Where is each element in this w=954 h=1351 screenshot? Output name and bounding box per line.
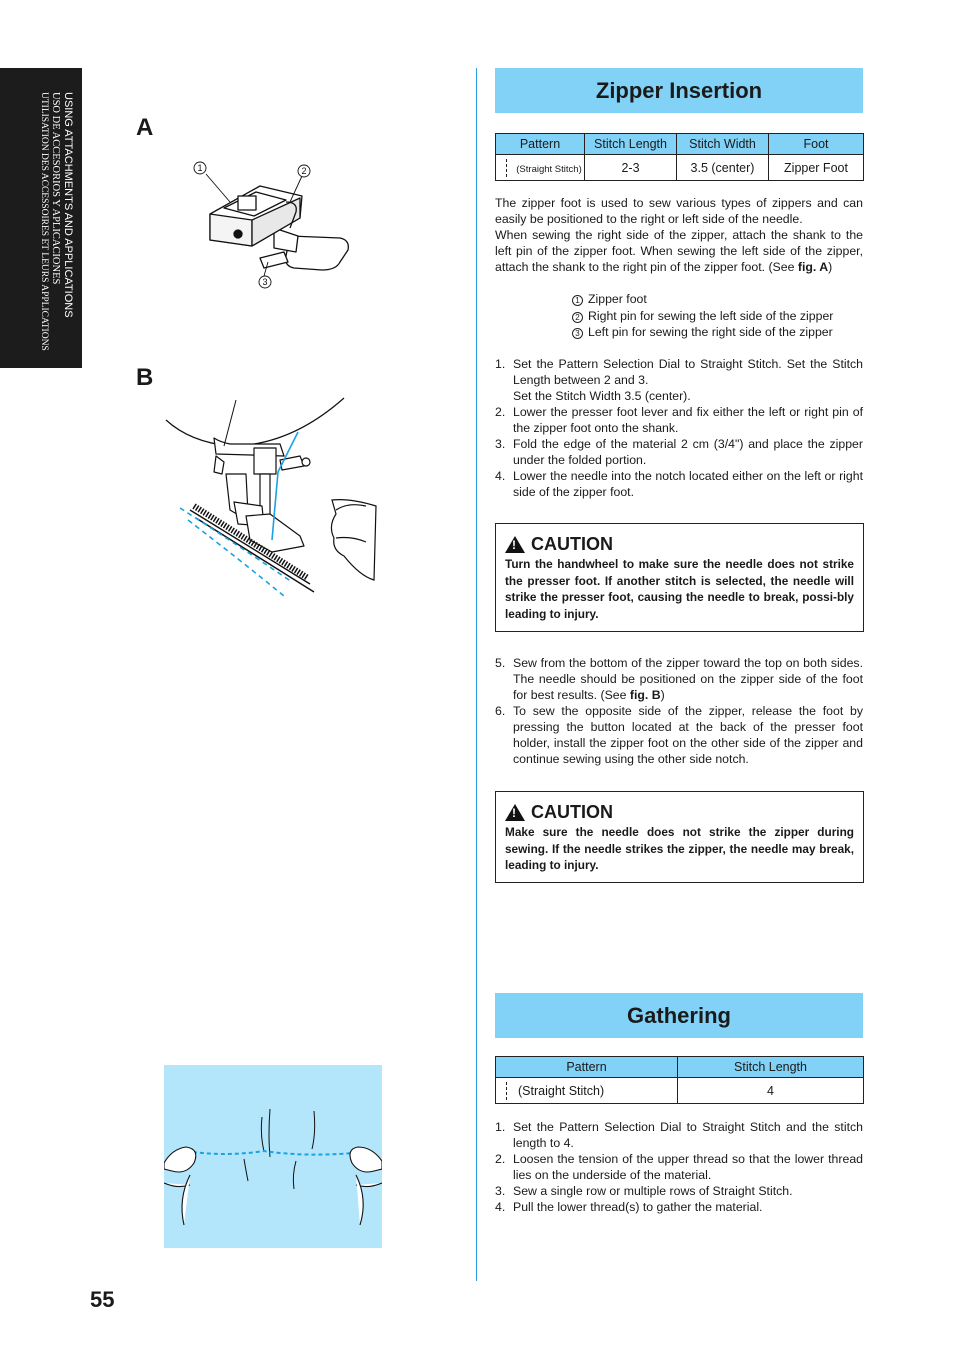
intro-line-2: When sewing the right side of the zipper, attach the shank to the left pin of the zipper foot. When sewing the left side of the zipper, attach the shank to the right pin of the zipper foot. (See fig. A): [495, 228, 863, 274]
parts-legend: [572, 291, 833, 341]
fig-a-ref: fig. A: [797, 260, 829, 274]
warning-icon: [505, 536, 525, 553]
pattern-cell: [496, 155, 585, 181]
list-item: 1. Set the Pattern Selection Dial to Straight Stitch and the stitch length to 4.: [495, 1120, 863, 1150]
table-header: Stitch Length: [585, 134, 677, 155]
sewing-zipper-illustration: [160, 390, 385, 605]
pattern-value: (Straight Stitch): [518, 1083, 605, 1098]
column-divider: [476, 68, 477, 1281]
table-header: Stitch Length: [678, 1057, 864, 1078]
fig-b-ref: fig. B: [629, 688, 661, 702]
list-item: 3. Sew a single row or multiple rows of Straight Stitch.: [495, 1184, 793, 1198]
caution-title: CAUTION: [531, 534, 613, 554]
section-tab-text: [36, 92, 76, 362]
intro-line-1: The zipper foot is used to sew various types of zippers and can easily be positioned to the right or left side of the needle.: [495, 196, 863, 226]
callout-2: 2: [301, 166, 307, 176]
caution-text: Turn the handwheel to make sure the needle does not strike the presser foot. If another stitch is selected, the needle will strike the presser foot, causing the needle to break, possi-bly leading to injury.: [505, 557, 854, 621]
section-title-es: USO DE ACCESORIOS Y APLICACIONES: [50, 92, 61, 285]
caution-text: Make sure the needle does not strike the zipper during sewing. If the needle strikes the zipper, the needle may break, leading to injury.: [505, 825, 854, 872]
gathering-heading: Gathering: [495, 993, 863, 1038]
stitch-length-value: 2-3: [585, 155, 677, 181]
list-item: 2. Lower the presser foot lever and fix either the left or right pin of the zipper foot onto the shank.: [495, 405, 863, 435]
table-header: Stitch Width: [677, 134, 769, 155]
legend-item: 2 Right pin for sewing the left side of the zipper: [572, 308, 833, 325]
foot-value: Zipper Foot: [769, 155, 864, 181]
list-item: 2. Loosen the tension of the upper thread so that the lower thread lies on the underside of the material.: [495, 1152, 863, 1182]
zipper-settings-table: [495, 133, 864, 181]
pattern-cell: [496, 1078, 678, 1104]
list-item: 1. Set the Pattern Selection Dial to Straight Stitch. Set the Stitch Length between 2 and 3. Set the Stitch Width 3.5 (center).: [495, 357, 863, 403]
straight-stitch-icon: [506, 159, 507, 177]
caution-box-1: [495, 523, 864, 632]
list-item: 4. Pull the lower thread(s) to gather the material.: [495, 1200, 763, 1214]
figure-b-label: B: [136, 364, 154, 391]
table-header: Pattern: [496, 1057, 678, 1078]
list-item: 5. Sew from the bottom of the zipper toward the top on both sides. The needle should be positioned on the zipper side of the foot for best results. (See fig. B): [495, 656, 863, 702]
gathering-illustration: [164, 1065, 382, 1248]
section-title-en: USING ATTACHMENTS AND APPLICATIONS: [62, 92, 74, 318]
callout-3: 3: [262, 277, 268, 287]
table-header: Foot: [769, 134, 864, 155]
list-item: 4. Lower the needle into the notch located either on the left or right side of the zipper foot.: [495, 469, 863, 499]
stitch-length-value: 4: [678, 1078, 864, 1104]
caution-box-2: [495, 791, 864, 883]
zipper-steps-1-4: [495, 356, 863, 500]
caution-title: CAUTION: [531, 802, 613, 822]
table-header: Pattern: [496, 134, 585, 155]
zipper-steps-5-6: [495, 655, 863, 767]
gathering-settings-table: [495, 1056, 864, 1104]
legend-item: 3 Left pin for sewing the right side of the zipper: [572, 324, 833, 341]
list-item: 6. To sew the opposite side of the zipper, release the foot by pressing the button located at the back of the presser foot holder, install the zipper foot on the other side of the zipper and continue sewing using the other side notch.: [495, 704, 863, 766]
page-number: 55: [90, 1287, 115, 1312]
zipper-insertion-heading: Zipper Insertion: [495, 68, 863, 113]
pattern-value: (Straight Stitch): [516, 163, 582, 175]
figure-a-label: A: [136, 114, 154, 141]
section-title-fr: UTILISATION DES ACCESSOIRES ET LEURS APPLICATIONS: [39, 92, 49, 351]
callout-1: 1: [197, 163, 203, 173]
legend-item: 1 Zipper foot: [572, 291, 833, 308]
zipper-foot-illustration: [190, 158, 360, 293]
zipper-intro: [495, 195, 863, 275]
stitch-width-value: 3.5 (center): [677, 155, 769, 181]
straight-stitch-icon: [506, 1082, 507, 1100]
gathering-steps: [495, 1119, 863, 1215]
list-item: 3. Fold the edge of the material 2 cm (3/4") and place the zipper under the folded portion.: [495, 437, 863, 467]
warning-icon: [505, 804, 525, 821]
